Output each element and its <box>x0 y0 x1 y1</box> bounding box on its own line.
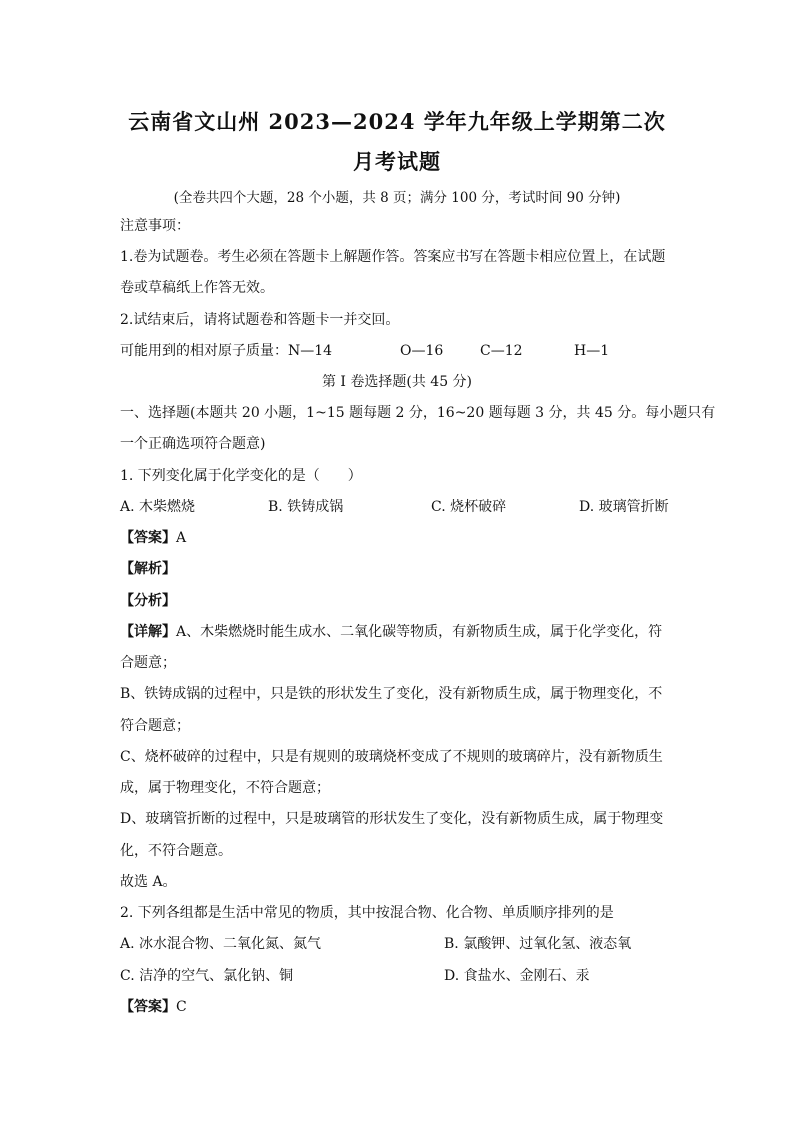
q1-detail-3b: 成，属于物理变化，不符合题意； <box>120 780 330 796</box>
q1-detail-label: 【详解】 <box>120 624 176 640</box>
q1-fenxi-label: 【分析】 <box>120 593 176 609</box>
q1-stem: 1. 下列变化属于化学变化的是（ ） <box>120 468 362 484</box>
q1-answer-value: A <box>176 530 187 546</box>
atomic-mass-label: 可能用到的相对原子质量： <box>120 343 288 359</box>
q1-detail-1a: A、木柴燃烧时能生成水、二氧化碳等物质，有新物质生成，属于化学变化，符 <box>176 624 663 640</box>
q1-detail-3a: C、烧杯破碎的过程中，只是有规则的玻璃烧杯变成了不规则的玻璃碎片，没有新物质生 <box>120 749 663 765</box>
q1-option-d: D. 玻璃管折断 <box>579 499 669 515</box>
atomic-mass-line <box>120 341 609 361</box>
q2-option-c: C. 洁净的空气、氯化钠、铜 <box>120 968 294 984</box>
atomic-mass-c: C—12 <box>480 343 523 359</box>
atomic-mass-n: N—14 <box>288 343 333 359</box>
q1-detail-1b: 合题意； <box>120 655 176 671</box>
q2-stem: 2. 下列各组都是生活中常见的物质，其中按混合物、化合物、单质顺序排列的是 <box>120 905 614 921</box>
atomic-mass-h: H—1 <box>574 343 610 359</box>
atomic-mass-o: O—16 <box>400 343 444 359</box>
q1-option-c: C. 烧杯破碎 <box>431 499 507 515</box>
note-1-line-a: 1.卷为试题卷。考生必须在答题卡上解题作答。答案应书写在答题卡相应位置上，在试题 <box>120 249 666 265</box>
subtitle: (全卷共四个大题，28 个小题，共 8 页；满分 100 分，考试时间 90 分钟) <box>173 190 621 206</box>
q1-answer-label: 【答案】 <box>120 530 176 546</box>
note-1-line-b: 卷或草稿纸上作答无效。 <box>120 280 274 296</box>
note-2: 2.试结束后，请将试题卷和答题卡一并交回。 <box>120 312 400 328</box>
title-line-2: 月考试题 <box>353 149 441 174</box>
q1-detail-2b: 符合题意； <box>120 718 190 734</box>
q2-answer-label: 【答案】 <box>120 999 176 1015</box>
q1-answer <box>120 528 186 548</box>
part-1-heading-a: 一、选择题(本题共 20 小题，1~15 题每题 2 分，16~20 题每题 3 分，共 45 分。每小题只有 <box>120 405 716 421</box>
q2-option-a: A. 冰水混合物、二氧化氮、氮气 <box>120 936 322 952</box>
q2-answer <box>120 997 187 1017</box>
q2-option-b: B. 氯酸钾、过氧化氢、液态氧 <box>444 936 632 952</box>
q1-detail-4b: 化，不符合题意。 <box>120 843 232 859</box>
part-1-heading-b: 一个正确选项符合题意) <box>120 436 266 452</box>
q2-option-d: D. 食盐水、金刚石、汞 <box>444 968 590 984</box>
q1-option-a: A. 木柴燃烧 <box>120 499 196 515</box>
q1-conclusion: 故选 A。 <box>120 874 177 890</box>
q1-detail-2a: B、铁铸成锅的过程中，只是铁的形状发生了变化，没有新物质生成，属于物理变化，不 <box>120 686 663 702</box>
q1-option-b: B. 铁铸成锅 <box>268 499 344 515</box>
title-line-1: 云南省文山州 2023—2024 学年九年级上学期第二次 <box>128 109 666 134</box>
section-1-title: 第 I 卷选择题(共 45 分) <box>321 374 473 390</box>
q1-detail-4a: D、玻璃管折断的过程中，只是玻璃管的形状发生了变化，没有新物质生成，属于物理变 <box>120 811 664 827</box>
notes-label: 注意事项： <box>120 218 190 234</box>
q1-jiexi-label: 【解析】 <box>120 561 176 577</box>
q1-detail-line-1 <box>120 622 662 642</box>
q2-answer-value: C <box>176 999 187 1015</box>
